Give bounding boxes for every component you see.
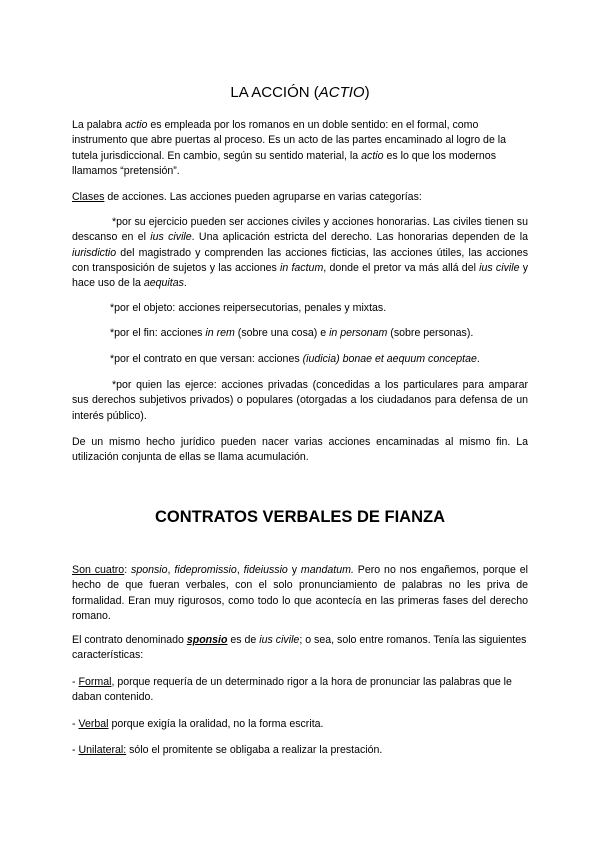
acumulacion-paragraph: De un mismo hecho jurídico pueden nacer varias acciones encaminadas al mismo fin. La utilización conjunta de ellas se llama acumulación. [72, 436, 528, 464]
objeto-paragraph: *por el objeto: acciones reipersecutorias, penales y mixtas. [110, 302, 387, 314]
contrato-paragraph: *por el contrato en que versan: acciones (iudicia) bonae et aequum conceptae. [110, 353, 480, 365]
title-la-accion: LA ACCIÓN (ACTIO) [230, 84, 370, 101]
verbal-item: - Verbal porque exigía la oralidad, no la forma escrita. [72, 718, 324, 730]
sponsio-paragraph: El contrato denominado sponsio es de ius civile; o sea, solo entre romanos. Tenía las siguientes características: [72, 634, 527, 662]
quien-paragraph: *por quien las ejerce: acciones privadas (concedidas a los particulares para amparar sus derechos subjetivos privados) o populares (otorgadas a los ciudadanos para defensa de un interés público). [72, 379, 528, 422]
intro-paragraph: La palabra actio es empleada por los romanos en un doble sentido: en el formal, como instrumento que abre puertas al proceso. Es un acto de las partes encaminado al logro de la tutela jurisdiccional. En cambio, según su sentido material, la actio es lo que los modernos llamamos “pretensión”. [72, 119, 507, 177]
unilateral-item: - Unilateral: sólo el promitente se obligaba a realizar la prestación. [72, 744, 383, 756]
son-cuatro-paragraph: Son cuatro: sponsio, fidepromissio, fideiussio y mandatum. Pero no nos engañemos, porque el hecho de que fueran verbales, con el solo pronunciamiento de palabras no les priva de formalidad. Eran muy rigurosos, como todo lo que acontecía en las primeras fases del derecho romano. [72, 564, 529, 622]
title-contratos-verbales: CONTRATOS VERBALES DE FIANZA [155, 508, 445, 526]
ejercicio-paragraph: *por su ejercicio pueden ser acciones civiles y acciones honorarias. Las civiles tienen su descanso en el ius civile. Una aplicación estricta del derecho. Las honorarias dependen de la iurisdictio del magistrado y comprenden las acciones ficticias, las acciones útiles, las acciones con transposición de sujetos y las acciones in factum, donde el pretor va más allá del ius civile y hace uso de la aequitas. [72, 216, 528, 290]
fin-paragraph: *por el fin: acciones in rem (sobre una cosa) e in personam (sobre personas). [110, 327, 474, 339]
formal-item: - Formal, porque requería de un determinado rigor a la hora de pronunciar las palabras que le daban contenido. [72, 676, 512, 704]
clases-paragraph: Clases de acciones. Las acciones pueden agruparse en varias categorías: [72, 191, 422, 203]
